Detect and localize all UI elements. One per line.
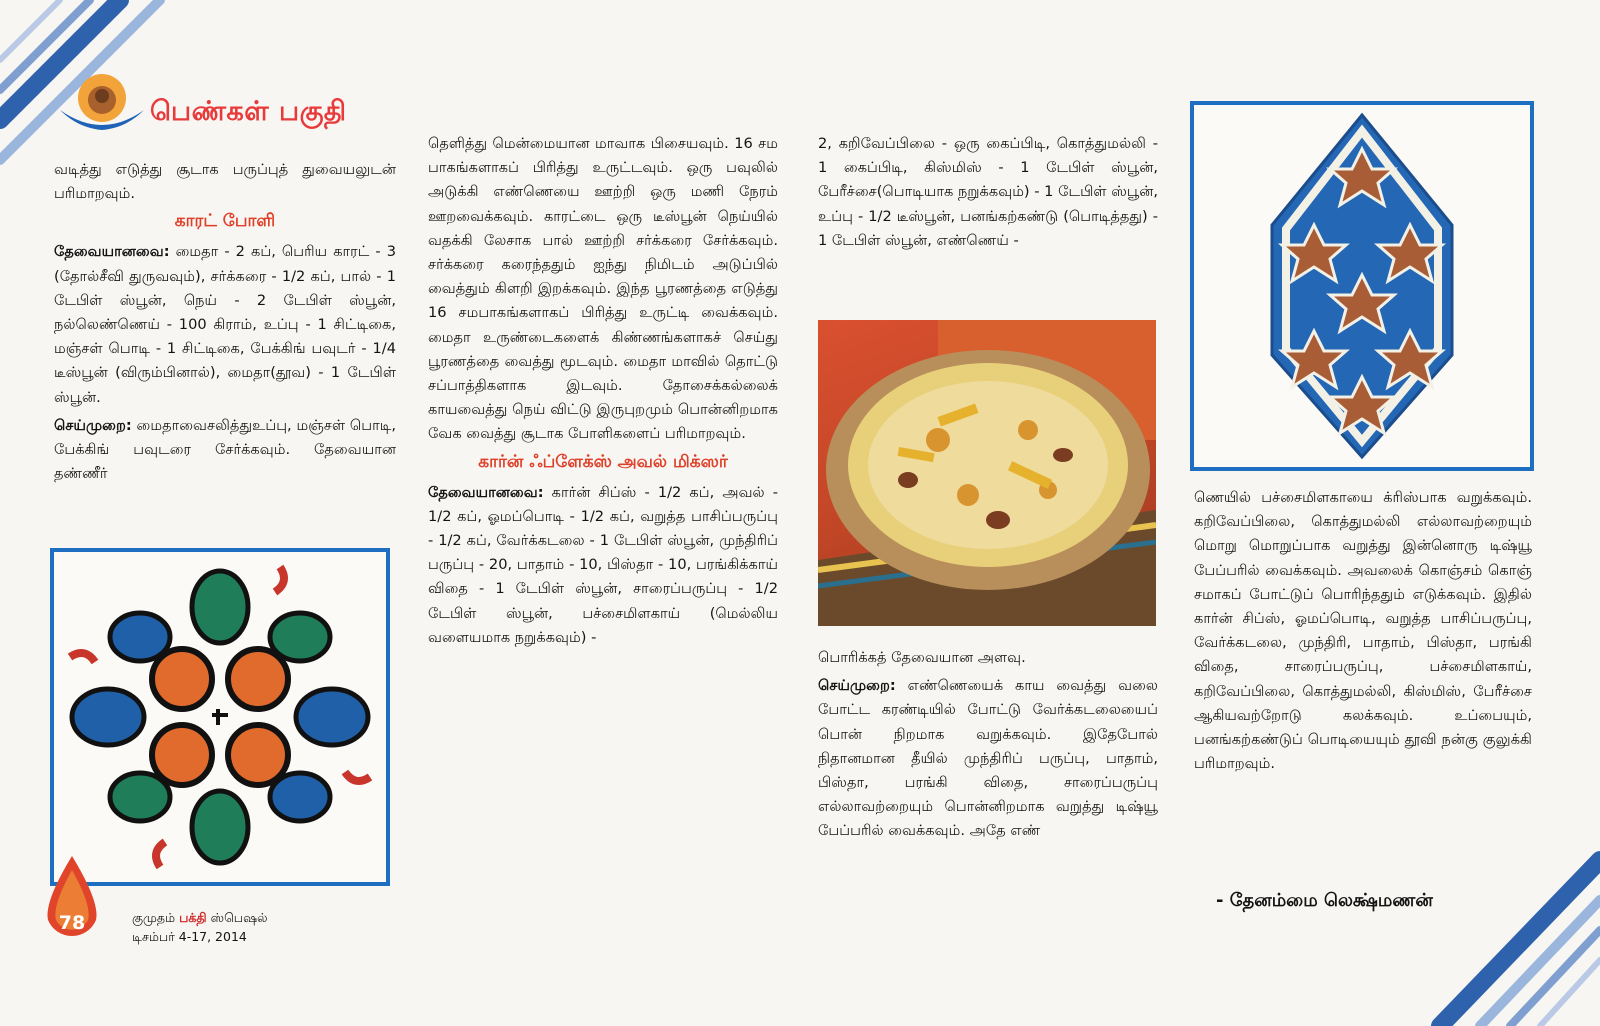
magazine-name: [132, 908, 267, 927]
oil-note: பொரிக்கத் தேவையான அளவு.: [818, 649, 1026, 666]
method-text: மைதாவைசலித்துஉப்பு, மஞ்சள் பொடி, பேக்கிங் பவுடரை சேர்க்கவும். தேவையான தண்ணீர்: [54, 416, 397, 483]
recipe-title-cornflakes-mixer: கார்ன் ஃப்ளேக்ஸ் அவல் மிக்ஸர்: [478, 451, 728, 472]
kolam-pattern-left: [54, 552, 386, 882]
section-title: பெண்கள் பகுதி: [150, 96, 347, 127]
magazine-prefix: குமுதம்: [132, 910, 176, 925]
method-label: செய்முறை:: [54, 416, 132, 434]
column-1: [54, 158, 396, 490]
method-paragraph: [54, 414, 396, 487]
kolam-frame-left: [50, 548, 390, 886]
method-label: செய்முறை:: [818, 677, 896, 695]
page-number-drop: [44, 856, 100, 948]
column-2: [428, 132, 778, 654]
ingredients-label: தேவையானவை:: [428, 483, 544, 501]
author-byline: - தேனம்மை லெக்ஷ்மணன்: [1216, 890, 1433, 911]
saint-logo: [56, 70, 148, 134]
mixture-photo: [818, 320, 1156, 626]
page-number: 78: [58, 912, 86, 934]
method-text: எண்ணெயைக் காய வைத்து வலை போட்ட கரண்டியில் போட்டு வேர்க்கடலையைப் பொன் நிறமாக வறுக்கவும். இதேபோல் நிதானமான தீயில் முந்திரிப் பருப்பு, பாதாம், பிஸ்தா, பரங்கி விதை, சாரைப்பருப்பு எல்லாவற்றையும் பொன்னிறமாக வறுத்து டிஷ்யூ பேப்பரில் வைக்கவும். அதே எண்: [818, 677, 1159, 840]
ingredients-paragraph: [54, 240, 396, 409]
ingredients-label: தேவையானவை:: [54, 243, 170, 261]
ingredients-paragraph: [428, 481, 778, 650]
ingredients-text: மைதா - 2 கப், பெரிய காரட் - 3 (தோல்சீவி துருவவும்), சர்க்கரை - 1/2 கப், பால் - 1 டேபிள் ஸ்பூன், நெய் - 2 டேபிள் ஸ்பூன், நல்லெண்ணெய் - 100 கிராம், உப்பு - 1 சிட்டிகை, மஞ்சள் பொடி - 1 சிட்டிகை, பேக்கிங் பவுடர் - 1/4 டீஸ்பூன் (விரும்பினால்), மைதா(தூவ) - 1 டேபிள் ஸ்பூன்.: [54, 243, 396, 406]
issue-date: டிசம்பர் 4-17, 2014: [132, 929, 247, 944]
intro-text: வடித்து எடுத்து சூடாக பருப்புத் துவையலுடன் பரிமாறவும்.: [54, 161, 396, 203]
kolam-pattern-right: [1194, 105, 1530, 467]
column-4: [1194, 486, 1532, 780]
magazine-suffix: ஸ்பெஷல்: [210, 910, 268, 925]
kolam-frame-right: [1190, 101, 1534, 471]
magazine-info: [132, 908, 267, 946]
method-continued: தெளித்து மென்மையான மாவாக பிசையவும். 16 சம பாகங்களாகப் பிரித்து உருட்டவும். ஒரு பவுலில் அடுக்கி எண்ணெயை ஊற்றி ஒரு மணி நேரம் ஊறவைக்கவும். காரட்டை ஒரு டீஸ்பூன் நெய்யில் வதக்கி லேசாக பால் ஊற்றி சர்க்கரை சேர்க்கவும். சர்க்கரை கரைந்ததும் ஐந்து நிமிடம் அடுப்பில் வைத்தும் கிளறி இறக்கவும். இந்த பூரணத்தை எடுத்து 16 சமபாகங்களாகப் பிரித்து உருட்டி வைக்கவும். மைதா உருண்டைகளைக் கிண்ணங்களாகச் செய்து பூரணத்தை வைத்து மூடவும். மைதா மாவில் தொட்டு சப்பாத்திகளாக இடவும். தோசைக்கல்லைக் காயவைத்து நெய் விட்டு இருபுறமும் பொன்னிறமாக வேக வைத்து சூடாக போளிகளைப் பரிமாறவும்.: [428, 135, 778, 443]
column-3-bottom: [818, 646, 1158, 848]
ingredients-text: கார்ன் சிப்ஸ் - 1/2 கப், அவல் - 1/2 கப், ஓமப்பொடி - 1/2 கப், வறுத்த பாசிப்பருப்பு - 1/2 கப், வேர்க்கடலை - 1 டேபிள் ஸ்பூன், முந்திரிப் பருப்பு - 20, பாதாம் - 10, பிஸ்தா - 10, பரங்கிக்காய் விதை - 1 டேபிள் ஸ்பூன், சாரைப்பருப்பு - 1/2 டேபிள் ஸ்பூன், பச்சைமிளகாய் (மெல்லிய வளையமாக நறுக்கவும்) -: [428, 483, 778, 646]
method-paragraph: [818, 674, 1158, 843]
mixture-bowl-illustration: [818, 320, 1156, 626]
column-3: [818, 132, 1158, 257]
recipe-title-carrot-poli: காரட் போளி: [174, 211, 276, 232]
method-continued: ணெயில் பச்சைமிளகாயை க்ரிஸ்பாக வறுக்கவும். கறிவேப்பிலை, கொத்துமல்லி எல்லாவற்றையும் மொறு மொறுப்பாக வறுத்து இன்னொரு டிஷ்யூ பேப்பரில் வைக்கவும். அவலைக் கொஞ்சம் கொஞ் சமாகப் போட்டுப் பொரிந்ததும் எடுக்கவும். இதில் கார்ன் சிப்ஸ், ஓமப்பொடி, வறுத்த பாசிப்பருப்பு, வேர்க்கடலை, முந்திரி, பாதாம், பிஸ்தா, பரங்கி விதை, சாரைப்பருப்பு, பச்சைமிளகாய், கறிவேப்பிலை, கொத்துமல்லி, கிஸ்மிஸ், பேரீச்சை ஆகியவற்றோடு கலக்கவும். உப்பையும், பனங்கற்கண்டுப் பொடியையும் தூவி நன்கு குலுக்கி பரிமாறவும்.: [1194, 489, 1532, 773]
ingredients-continued: 2, கறிவேப்பிலை - ஒரு கைப்பிடி, கொத்துமல்லி - 1 கைப்பிடி, கிஸ்மிஸ் - 1 டேபிள் ஸ்பூன், பேரீச்சை(பொடியாக நறுக்கவும்) - 1 டேபிள் ஸ்பூன், உப்பு - 1/2 டீஸ்பூன், பனங்கற்கண்டு (பொடித்தது) - 1 டேபிள் ஸ்பூன், எண்ணெய் -: [818, 135, 1159, 249]
magazine-brand: பக்தி: [179, 910, 207, 925]
